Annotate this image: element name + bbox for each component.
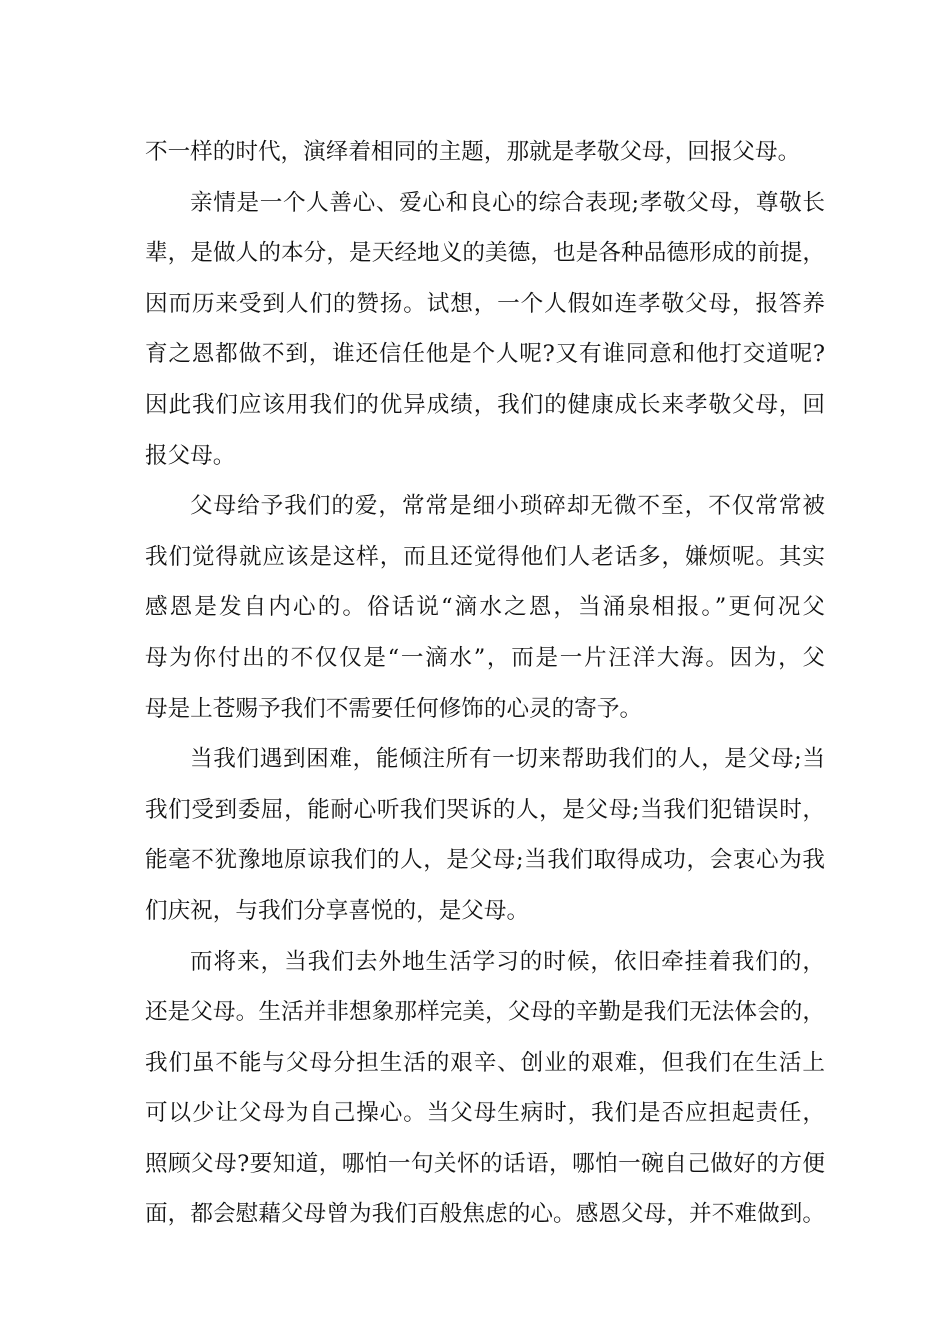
document-body — [145, 127, 825, 1240]
text-line: 我们受到委屈，能耐心听我们哭诉的人，是父母;当我们犯错误时， — [145, 796, 825, 823]
paragraph-4 — [145, 734, 825, 936]
text-line: 报父母。 — [145, 442, 236, 469]
text-line: 感恩是发自内心的。俗话说“滴水之恩，当涌泉相报。”更何况父 — [145, 594, 825, 621]
paragraph-5 — [145, 937, 825, 1241]
text-line: 辈，是做人的本分，是天经地义的美德，也是各种品德形成的前提， — [145, 240, 825, 267]
text-line: 而将来，当我们去外地生活学习的时候，依旧牵挂着我们的， — [190, 948, 825, 975]
paragraph-1 — [145, 127, 825, 178]
text-line: 们庆祝，与我们分享喜悦的，是父母。 — [145, 897, 530, 924]
text-line: 父母给予我们的爱，常常是细小琐碎却无微不至，不仅常常被 — [190, 493, 825, 520]
text-line: 照顾父母?要知道，哪怕一句关怀的话语，哪怕一碗自己做好的方便 — [145, 1150, 825, 1177]
paragraph-2 — [145, 178, 825, 482]
text-line: 还是父母。生活并非想象那样完美，父母的辛勤是我们无法体会的， — [145, 999, 825, 1026]
text-line: 可以少让父母为自己操心。当父母生病时，我们是否应担起责任， — [145, 1100, 825, 1127]
text-line: 我们虽不能与父母分担生活的艰辛、创业的艰难，但我们在生活上 — [145, 1049, 825, 1076]
text-line: 亲情是一个人善心、爱心和良心的综合表现;孝敬父母，尊敬长 — [190, 189, 825, 216]
text-line: 能毫不犹豫地原谅我们的人，是父母;当我们取得成功，会衷心为我 — [145, 847, 825, 874]
text-line: 不一样的时代，演绎着相同的主题，那就是孝敬父母，回报父母。 — [145, 139, 801, 165]
text-line: 面，都会慰藉父母曾为我们百般焦虑的心。感恩父母，并不难做到。 — [145, 1201, 825, 1228]
text-line: 母是上苍赐予我们不需要任何修饰的心灵的寄予。 — [145, 695, 643, 722]
text-line: 育之恩都做不到，谁还信任他是个人呢?又有谁同意和他打交道呢? — [145, 341, 825, 368]
text-line: 我们觉得就应该是这样，而且还觉得他们人老话多，嫌烦呢。其实 — [145, 543, 825, 570]
text-line: 因而历来受到人们的赞扬。试想，一个人假如连孝敬父母，报答养 — [145, 290, 825, 317]
text-line: 因此我们应该用我们的优异成绩，我们的健康成长来孝敬父母，回 — [145, 391, 825, 418]
paragraph-3 — [145, 481, 825, 734]
text-line: 母为你付出的不仅仅是“一滴水”，而是一片汪洋大海。因为，父 — [145, 644, 825, 671]
text-line: 当我们遇到困难，能倾注所有一切来帮助我们的人，是父母;当 — [190, 746, 825, 773]
